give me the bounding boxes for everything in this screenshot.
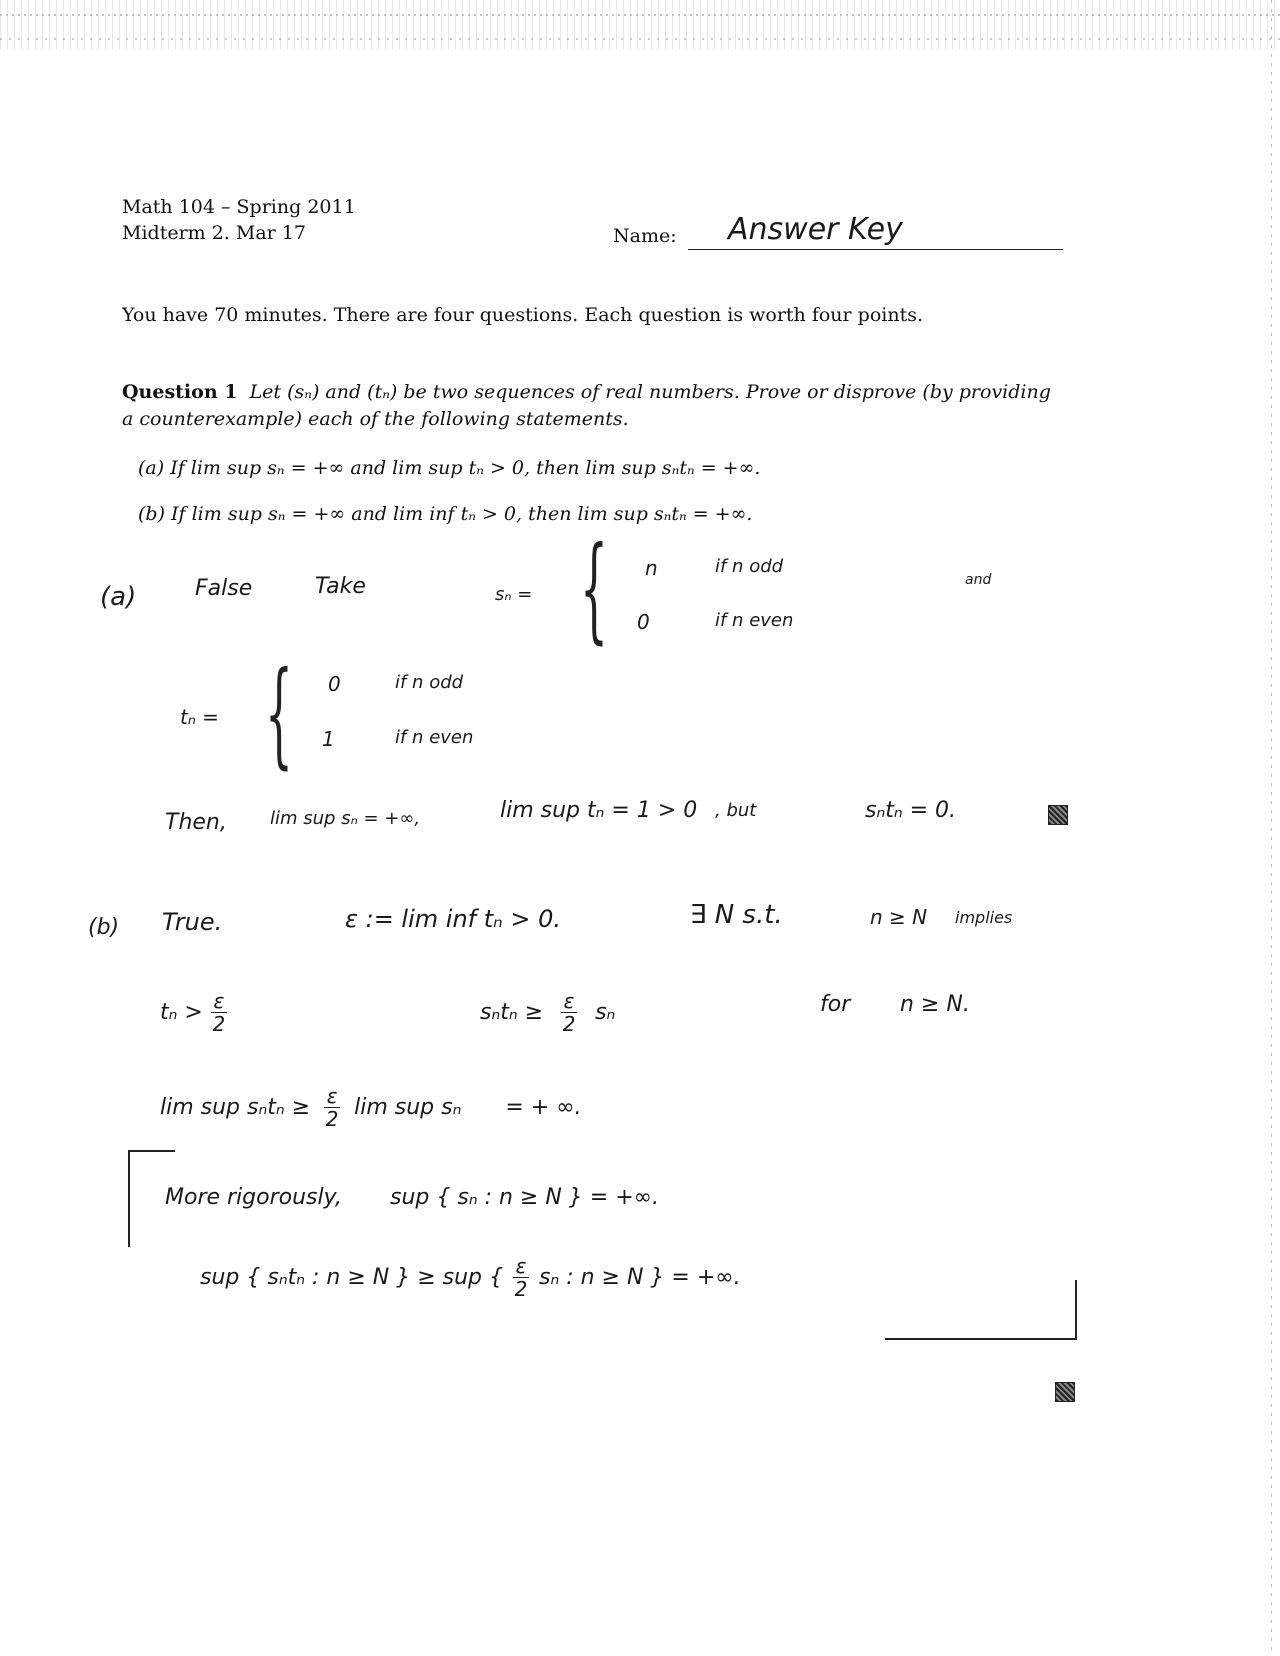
t-case2-value: 1 (322, 727, 335, 751)
limsup-result: = + ∞. (505, 1095, 582, 1120)
conclusion-limsup-t: lim sup tₙ = 1 > 0 (500, 798, 698, 823)
for-word: for (820, 992, 851, 1017)
question-prompt-line2: a counterexample) each of the following statements. (122, 408, 629, 430)
s-definition: sₙ = (495, 584, 533, 605)
s-case2-condition: if n even (715, 610, 794, 631)
t-bound: tₙ > (160, 1000, 203, 1025)
s-case1-condition: if n odd (715, 556, 784, 577)
epsilon-over-two (211, 990, 227, 1035)
t-case1-value: 0 (328, 672, 341, 696)
scan-artifact-edge (1271, 0, 1272, 1656)
frac-num: ε (213, 989, 225, 1013)
question-title: Question 1 (122, 381, 238, 403)
and-word: and (965, 572, 992, 588)
answer-b-verdict: True. (162, 908, 223, 936)
limsup-line (160, 1085, 582, 1130)
part-b-statement: (b) If lim sup sₙ = +∞ and lim inf tₙ > 0, then lim sup sₙtₙ = +∞. (138, 503, 753, 525)
answer-a-label: (a) (100, 582, 137, 612)
conclusion-but: , but (715, 800, 757, 821)
rigor-sup-s: sup { sₙ : n ≥ N } = +∞. (390, 1185, 659, 1210)
st-bound: sₙtₙ ≥ (480, 1000, 544, 1025)
frac-num: ε (563, 989, 575, 1013)
answer-a-verdict: False (195, 576, 253, 601)
s-case2-value: 0 (637, 610, 650, 634)
end-of-proof-mark-icon (1048, 805, 1068, 825)
rigor-closing-bracket (885, 1280, 1077, 1340)
t-case1-condition: if n odd (395, 672, 464, 693)
t-definition: tₙ = (180, 705, 219, 729)
name-label: Name: (613, 225, 677, 247)
conclusion-product: sₙtₙ = 0. (865, 798, 957, 823)
rigor-intro: More rigorously, (165, 1185, 342, 1210)
n-geq-N: n ≥ N (870, 905, 928, 929)
epsilon-definition: ε := lim inf tₙ > 0. (345, 905, 561, 933)
frac-den: 2 (325, 1107, 339, 1131)
epsilon-over-two (324, 1085, 340, 1130)
question-1-prompt (122, 378, 1082, 406)
s-brace: { (580, 524, 608, 657)
frac-num: ε (515, 1254, 527, 1278)
end-of-proof-mark-icon (1055, 1382, 1075, 1402)
answer-b-label: (b) (88, 915, 120, 940)
s-n: sₙ (595, 1000, 616, 1025)
epsilon-over-two (561, 990, 577, 1035)
part-a-statement: (a) If lim sup sₙ = +∞ and lim sup tₙ > 0, then lim sup sₙtₙ = +∞. (138, 457, 761, 479)
t-case2-condition: if n even (395, 727, 474, 748)
answer-a-take: Take (315, 574, 366, 599)
rigor-line-2 (200, 1255, 741, 1300)
st-bound-line (480, 990, 615, 1035)
exists-N: ∃ N s.t. (690, 900, 783, 930)
frac-num: ε (326, 1084, 338, 1108)
t-brace: { (265, 649, 293, 782)
epsilon-over-two (513, 1255, 529, 1300)
limsup-left: lim sup sₙtₙ ≥ (160, 1095, 311, 1120)
t-bound-line (160, 990, 227, 1035)
name-value: Answer Key (728, 212, 903, 247)
question-prompt-line1: Let (sₙ) and (tₙ) be two sequences of real numbers. Prove or disprove (by providing (249, 381, 1051, 403)
frac-den: 2 (562, 1012, 576, 1036)
implies-word: implies (955, 908, 1013, 927)
rigor-sup-st: sup { sₙtₙ : n ≥ N } ≥ sup { (200, 1265, 503, 1290)
name-field-line (688, 249, 1063, 250)
frac-den: 2 (212, 1012, 226, 1036)
for-range: n ≥ N. (900, 992, 970, 1017)
conclusion-limsup-s: lim sup sₙ = +∞, (270, 808, 421, 829)
instructions: You have 70 minutes. There are four questions. Each question is worth four points. (122, 304, 924, 326)
limsup-right: lim sup sₙ (354, 1095, 462, 1120)
exam-title: Midterm 2. Mar 17 (122, 222, 306, 244)
frac-den: 2 (514, 1277, 528, 1301)
course-title: Math 104 – Spring 2011 (122, 196, 356, 218)
s-case1-value: n (645, 556, 658, 580)
conclusion-then: Then, (165, 810, 227, 835)
rigor-sup-eps-s: sₙ : n ≥ N } = +∞. (538, 1265, 741, 1290)
